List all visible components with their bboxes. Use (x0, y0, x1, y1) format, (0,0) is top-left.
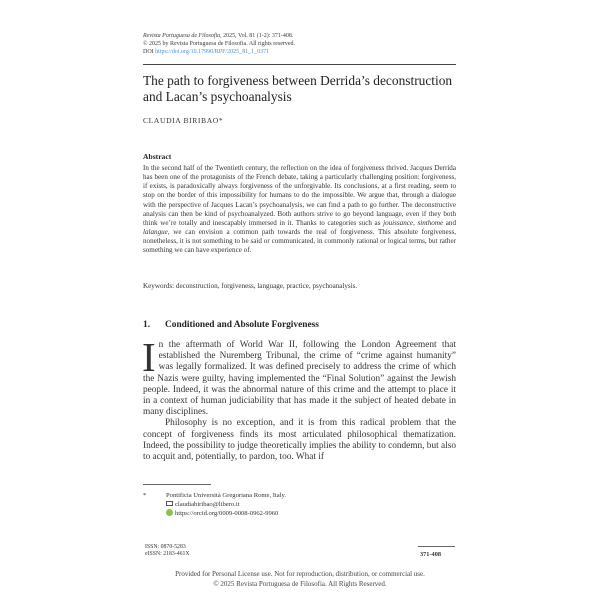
doi-line (143, 48, 295, 56)
issn-block (145, 544, 190, 558)
separator: , (413, 218, 418, 227)
license-notice (0, 570, 600, 589)
section-number: 1. (143, 320, 151, 330)
abstract-heading: Abstract (143, 152, 172, 161)
header-rule (143, 64, 456, 65)
issn: ISSN: 0870-5283 (145, 544, 186, 550)
email-line (166, 500, 286, 509)
paragraph-1 (142, 334, 456, 418)
article-title (143, 73, 463, 105)
section-title: Conditioned and Absolute Forgiveness (165, 320, 319, 330)
separator: and (443, 218, 456, 227)
keywords: Keywords: deconstruction, forgiveness, language, practice, psychoanalysis. (143, 282, 358, 290)
orcid-link[interactable]: https://orcid.org/0009-0008-0962-9960 (175, 510, 279, 517)
orcid-line (166, 509, 286, 518)
title-line-2: and Lacan’s psychoanalysis (143, 89, 292, 104)
term-jouissance: jouissance (383, 218, 414, 227)
term-lalangue: lalangue (143, 228, 168, 237)
footnote-rule (143, 484, 211, 485)
footnote (143, 491, 286, 518)
orcid-icon (166, 509, 173, 516)
paragraph-1-text: n the aftermath of World War II, following the London Agreement that established the Nuremberg Tribunal, the crime of “crime against humanity” was legally formalized. It was defined precisely to address the crime of which the Nazis were guilty, having implemented the “Final Solution” against the Jewish people. Indeed, it was the abnormal nature of this crime and the attempt to place it in a context of human judiciability that has made it the subject of heated debate in many disciplines. (143, 340, 456, 418)
envelope-icon (166, 501, 173, 506)
citation-details: 2025, Vol. 81 (1-2): 371-408. (221, 33, 294, 39)
journal-name: Revista Portuguesa de Filosofia, (143, 33, 222, 39)
eissn: eISSN: 2183-461X (145, 551, 190, 557)
abstract-part-1: In the second half of the Twentieth century, the reflection on the idea of forgiveness thrived. Jacques Derrida has been one of the protagonists of the French debate, taking a particularly challenging position: forgiveness, if exists, is paradoxically always forgiveness of the unforgivable. Its conclusions, at a first reading, seem to stop on the border of this impossibility for humans to do the impossible. We argue that, through a dialogue with the perspective of Jacques Lacan’s psychoanalysis, we can find a path to go further. The deconstructive analysis can then be kind of psychoanalyzed. Both authors strive to go beyond language, even if they both think we’re totally and inescapably immersed in it. Thanks to categories such as (143, 164, 456, 227)
doi-label: DOI (143, 49, 156, 55)
journal-header (143, 32, 295, 56)
body-text (142, 334, 456, 463)
affiliation: Pontificia Università Gregoriana Rome, Italy. (166, 492, 287, 499)
paragraph-2: Philosophy is no exception, and it is from this radical problem that the concept of forgiveness finds its most articulated philosophical thematization. Indeed, the possibility to judge theoretically implies the ability to condemn, but also to acquit and, potentially, to pardon, too. What if (143, 418, 456, 463)
doi-link[interactable]: https://doi.org/10.17990/RPF/2025_81_1_0371 (155, 49, 270, 55)
section-heading (143, 320, 319, 330)
title-line-1: The path to forgiveness between Derrida’s deconstruction (143, 73, 453, 88)
drop-cap: I (142, 334, 156, 380)
email-link[interactable]: claudiabiribao@libero.it (175, 501, 240, 508)
author-name: CLAUDIA BIRIBAO* (143, 116, 224, 125)
abstract-part-2: , we can envision a common path towards the real of forgiveness. This absolute forgiveness, nonetheless, it is not something to be said or communicated, in commonly rational or logical terms, but rather something we can have experience of. (143, 228, 456, 255)
copyright-line: © 2025 by Revista Portuguesa de Filosofia. All rights reserved. (143, 41, 296, 47)
footnote-mark: * (143, 492, 147, 499)
license-line-1: Provided for Personal License use. Not for reproduction, distribution, or commercial use. (175, 570, 425, 578)
page-range: 371-408 (420, 551, 441, 558)
page-range-rule (418, 546, 455, 547)
citation-line (143, 32, 295, 40)
license-line-2: © 2025 Revista Portuguesa de Filosofia. All Rights Reserved. (213, 579, 387, 588)
term-sinthome: sinthome (417, 218, 444, 227)
abstract-text (143, 164, 456, 256)
